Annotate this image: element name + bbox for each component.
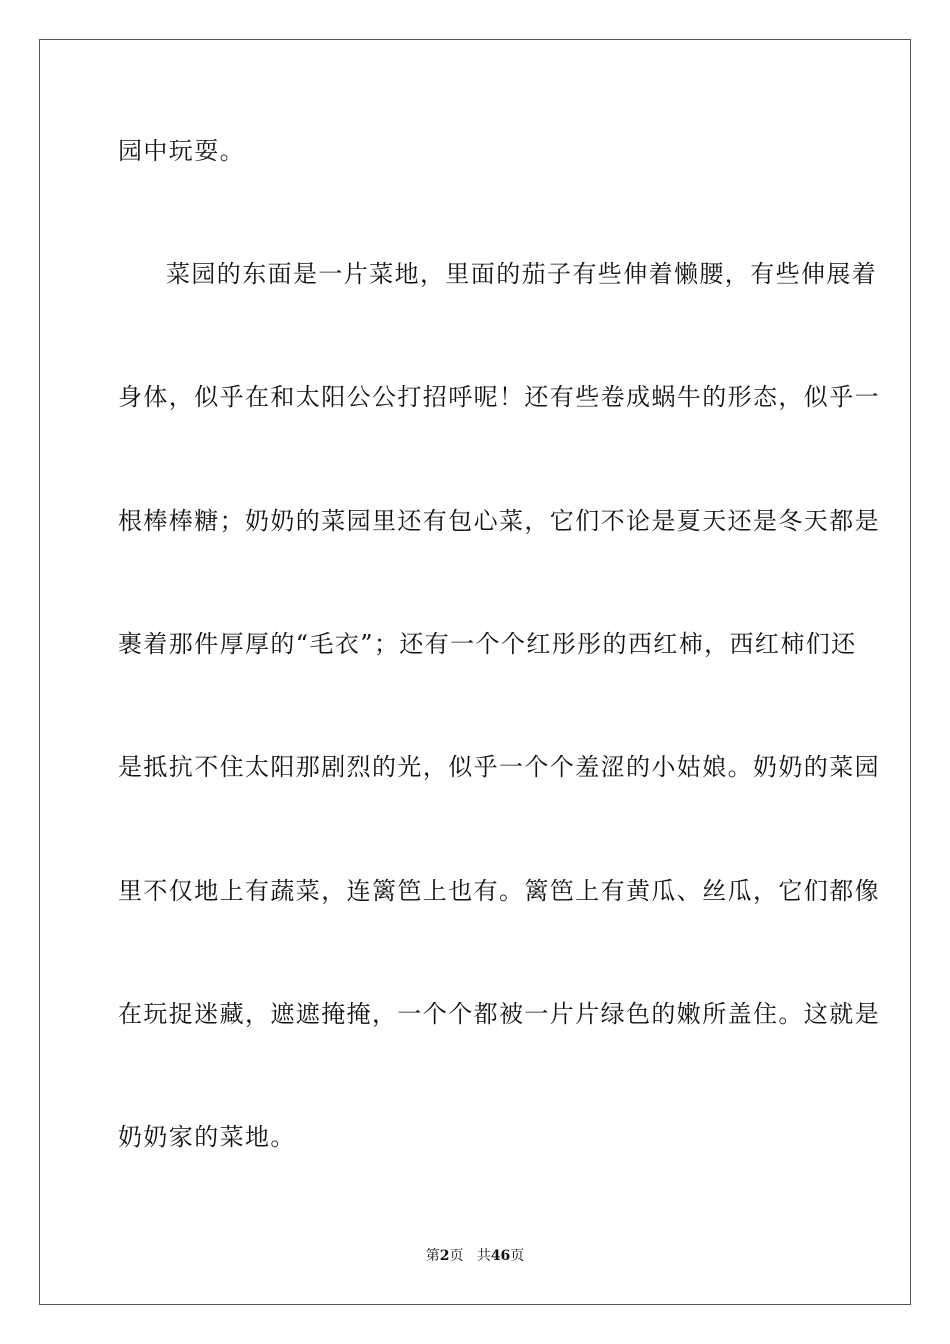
total-pages-number: 46 bbox=[490, 1248, 511, 1264]
text-line: 奶奶家的菜地。 bbox=[118, 1123, 296, 1151]
footer-prefix: 第 bbox=[425, 1248, 440, 1264]
page-footer bbox=[0, 1246, 950, 1266]
text-line: 园中玩耍。 bbox=[118, 137, 245, 165]
footer-page-unit: 页 bbox=[449, 1248, 464, 1264]
text-line: 里不仅地上有蔬菜，连篱笆上也有。篱笆上有黄瓜、丝瓜，它们都像 bbox=[118, 877, 880, 905]
paragraph-start-line: 菜园的东面是一片菜地，里面的茄子有些伸着懒腰，有些伸展着 bbox=[166, 260, 878, 288]
footer-total-prefix: 共 bbox=[476, 1248, 491, 1264]
text-line: 身体，似乎在和太阳公公打招呼呢！还有些卷成蜗牛的形态，似乎一 bbox=[118, 383, 880, 411]
text-line: 裹着那件厚厚的“毛衣”；还有一个个红彤彤的西红柿，西红柿们还 bbox=[118, 630, 857, 658]
text-line: 是抵抗不住太阳那剧烈的光，似乎一个个羞涩的小姑娘。奶奶的菜园 bbox=[118, 753, 880, 781]
page-frame bbox=[39, 39, 911, 1305]
text-line: 在玩捉迷藏，遮遮掩掩，一个个都被一片片绿色的嫩所盖住。这就是 bbox=[118, 1000, 880, 1028]
current-page-number: 2 bbox=[439, 1248, 450, 1264]
text-line: 根棒棒糖；奶奶的菜园里还有包心菜，它们不论是夏天还是冬天都是 bbox=[118, 507, 880, 535]
footer-total-unit: 页 bbox=[510, 1248, 525, 1264]
